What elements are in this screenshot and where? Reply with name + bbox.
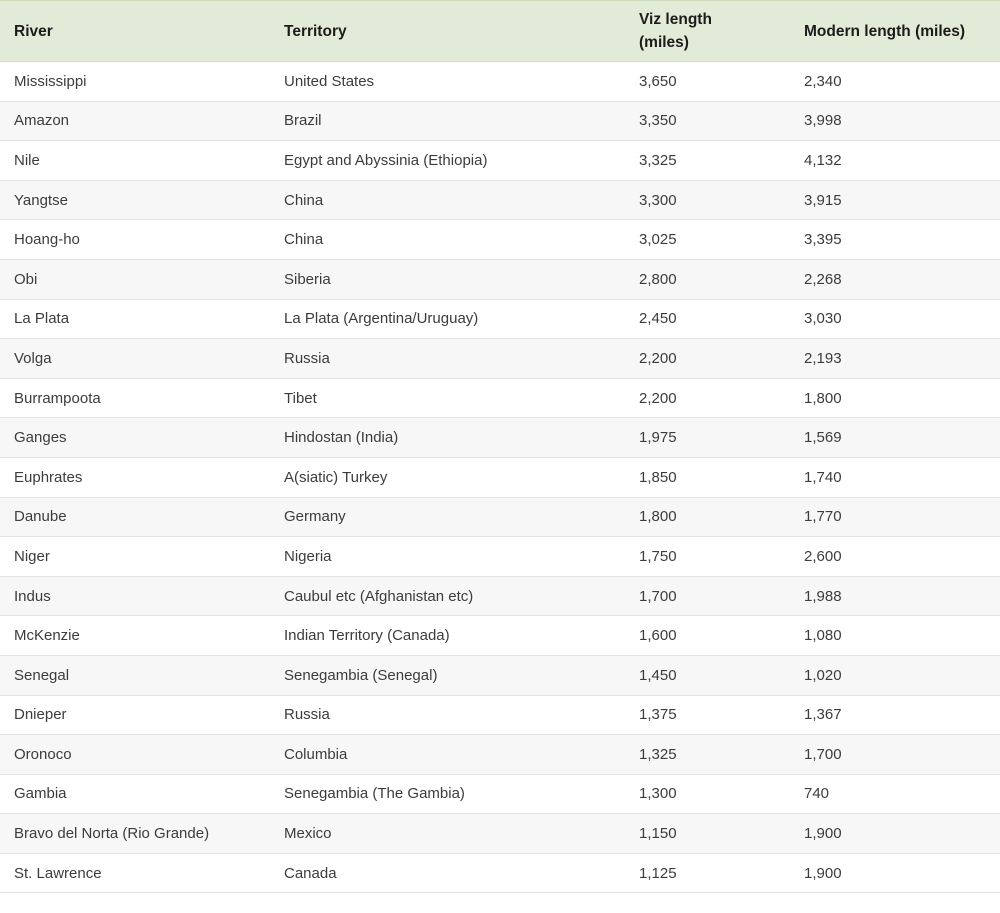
cell-viz-length: 3,325 [625, 141, 790, 181]
cell-territory: Canada [270, 853, 625, 893]
cell-river: Nile [0, 141, 270, 181]
cell-territory: Egypt and Abyssinia (Ethiopia) [270, 141, 625, 181]
cell-river: Bravo del Norta (Rio Grande) [0, 814, 270, 854]
cell-river: Amazon [0, 101, 270, 141]
cell-territory: Senegambia (Senegal) [270, 655, 625, 695]
table-row [0, 735, 1000, 775]
column-header-modern-length: Modern length (miles) [790, 1, 1000, 62]
cell-modern-length: 3,998 [790, 101, 1000, 141]
cell-river: Mississippi [0, 62, 270, 102]
table-row [0, 259, 1000, 299]
cell-viz-length: 1,850 [625, 457, 790, 497]
cell-territory: Columbia [270, 735, 625, 775]
cell-territory: La Plata (Argentina/Uruguay) [270, 299, 625, 339]
column-header-viz-length: Viz length (miles) [625, 1, 790, 62]
table-row [0, 457, 1000, 497]
cell-territory: Hindostan (India) [270, 418, 625, 458]
cell-viz-length: 1,600 [625, 616, 790, 656]
cell-river: St. Lawrence [0, 853, 270, 893]
cell-territory: Tibet [270, 378, 625, 418]
cell-territory: China [270, 180, 625, 220]
cell-modern-length: 1,569 [790, 418, 1000, 458]
cell-viz-length: 3,300 [625, 180, 790, 220]
cell-river: Indus [0, 576, 270, 616]
cell-river: Euphrates [0, 457, 270, 497]
cell-river: Dnieper [0, 695, 270, 735]
table-row [0, 497, 1000, 537]
cell-viz-length: 1,300 [625, 774, 790, 814]
cell-viz-length: 2,450 [625, 299, 790, 339]
column-header-territory: Territory [270, 1, 625, 62]
cell-viz-length: 1,375 [625, 695, 790, 735]
table-row [0, 576, 1000, 616]
cell-modern-length: 1,740 [790, 457, 1000, 497]
cell-territory: Caubul etc (Afghanistan etc) [270, 576, 625, 616]
cell-territory: A(siatic) Turkey [270, 457, 625, 497]
cell-viz-length: 1,700 [625, 576, 790, 616]
cell-river: Oronoco [0, 735, 270, 775]
cell-river: Ganges [0, 418, 270, 458]
cell-modern-length: 1,900 [790, 814, 1000, 854]
cell-river: Obi [0, 259, 270, 299]
cell-modern-length: 1,988 [790, 576, 1000, 616]
table-row [0, 141, 1000, 181]
cell-modern-length: 1,080 [790, 616, 1000, 656]
table-row [0, 537, 1000, 577]
cell-viz-length: 1,125 [625, 853, 790, 893]
table-row [0, 655, 1000, 695]
cell-modern-length: 1,700 [790, 735, 1000, 775]
cell-river: La Plata [0, 299, 270, 339]
cell-viz-length: 3,350 [625, 101, 790, 141]
cell-river: Yangtse [0, 180, 270, 220]
table-row [0, 774, 1000, 814]
cell-territory: China [270, 220, 625, 260]
table-row [0, 616, 1000, 656]
cell-river: Danube [0, 497, 270, 537]
cell-modern-length: 2,340 [790, 62, 1000, 102]
table-header [0, 1, 1000, 62]
table-row [0, 299, 1000, 339]
table-row [0, 814, 1000, 854]
cell-river: Senegal [0, 655, 270, 695]
cell-viz-length: 1,150 [625, 814, 790, 854]
table-row [0, 853, 1000, 893]
cell-river: Hoang-ho [0, 220, 270, 260]
cell-modern-length: 1,020 [790, 655, 1000, 695]
cell-viz-length: 1,325 [625, 735, 790, 775]
cell-territory: Russia [270, 695, 625, 735]
column-header-river: River [0, 1, 270, 62]
header-row [0, 1, 1000, 62]
table-row [0, 180, 1000, 220]
cell-viz-length: 1,975 [625, 418, 790, 458]
cell-territory: Mexico [270, 814, 625, 854]
table-row [0, 62, 1000, 102]
cell-viz-length: 1,450 [625, 655, 790, 695]
table-row [0, 339, 1000, 379]
cell-viz-length: 3,025 [625, 220, 790, 260]
cell-modern-length: 2,600 [790, 537, 1000, 577]
cell-viz-length: 2,800 [625, 259, 790, 299]
cell-river: McKenzie [0, 616, 270, 656]
cell-modern-length: 1,367 [790, 695, 1000, 735]
cell-modern-length: 4,132 [790, 141, 1000, 181]
cell-modern-length: 1,900 [790, 853, 1000, 893]
cell-viz-length: 1,750 [625, 537, 790, 577]
cell-territory: Russia [270, 339, 625, 379]
cell-modern-length: 3,030 [790, 299, 1000, 339]
cell-modern-length: 1,770 [790, 497, 1000, 537]
cell-modern-length: 2,268 [790, 259, 1000, 299]
cell-territory: Nigeria [270, 537, 625, 577]
cell-territory: Brazil [270, 101, 625, 141]
table-row [0, 220, 1000, 260]
cell-river: Volga [0, 339, 270, 379]
cell-river: Burrampoota [0, 378, 270, 418]
cell-river: Gambia [0, 774, 270, 814]
cell-territory: United States [270, 62, 625, 102]
cell-modern-length: 2,193 [790, 339, 1000, 379]
table-row [0, 695, 1000, 735]
cell-territory: Siberia [270, 259, 625, 299]
cell-viz-length: 1,800 [625, 497, 790, 537]
table-row [0, 418, 1000, 458]
cell-viz-length: 2,200 [625, 378, 790, 418]
cell-viz-length: 2,200 [625, 339, 790, 379]
cell-viz-length: 3,650 [625, 62, 790, 102]
table-row [0, 101, 1000, 141]
cell-modern-length: 1,800 [790, 378, 1000, 418]
cell-modern-length: 3,395 [790, 220, 1000, 260]
cell-modern-length: 740 [790, 774, 1000, 814]
table-row [0, 378, 1000, 418]
cell-territory: Germany [270, 497, 625, 537]
cell-territory: Indian Territory (Canada) [270, 616, 625, 656]
cell-modern-length: 3,915 [790, 180, 1000, 220]
cell-territory: Senegambia (The Gambia) [270, 774, 625, 814]
table-body [0, 62, 1000, 893]
cell-river: Niger [0, 537, 270, 577]
